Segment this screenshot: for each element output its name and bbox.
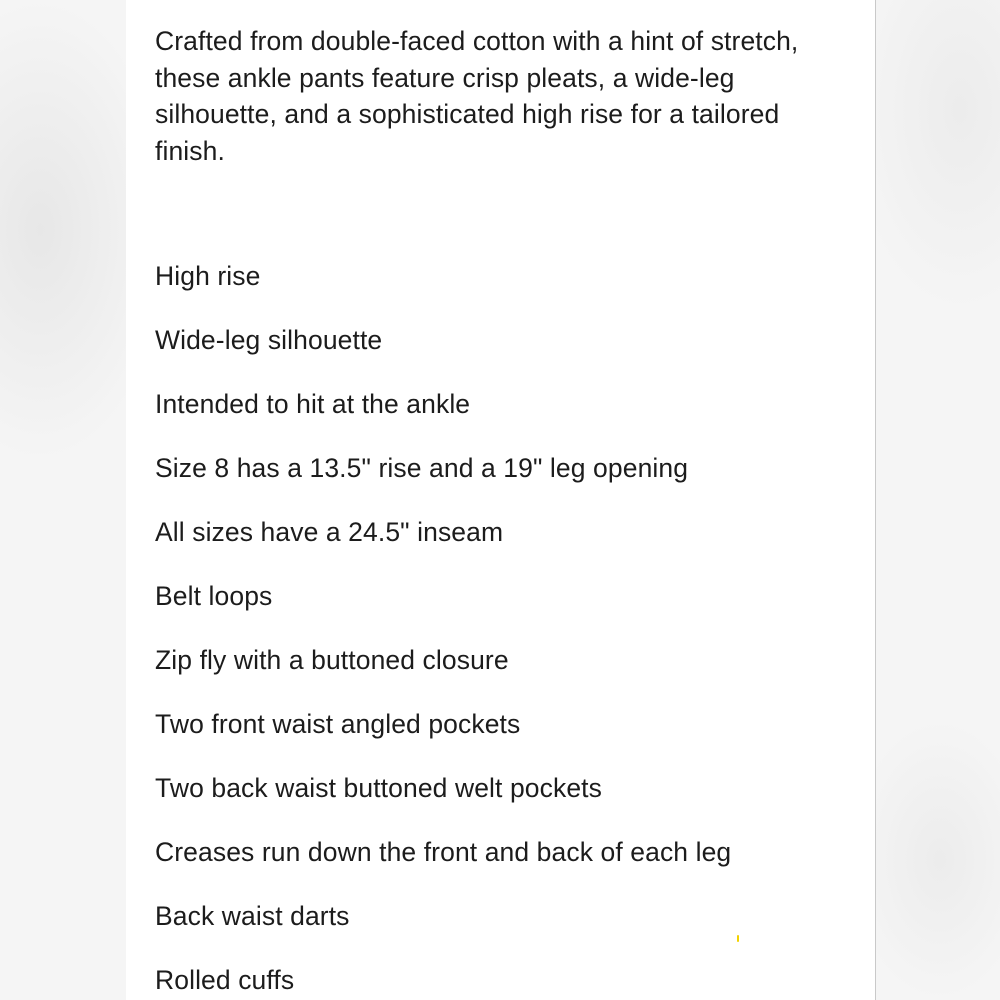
cursor-mark [737, 935, 739, 942]
feature-item: Back waist darts [155, 901, 350, 931]
feature-item: Wide-leg silhouette [155, 325, 383, 355]
feature-item: Rolled cuffs [155, 965, 295, 995]
feature-list [155, 258, 845, 1000]
feature-item: Creases run down the front and back of each leg [155, 837, 732, 867]
product-description: Crafted from double-faced cotton with a hint of stretch, these ankle pants feature crisp pleats, a wide-leg silhouette, and a sophisticated high rise for a tailored finish. [155, 26, 799, 166]
feature-item: High rise [155, 261, 261, 291]
feature-item: Intended to hit at the ankle [155, 389, 471, 419]
feature-item: Zip fly with a buttoned closure [155, 645, 509, 675]
feature-item: Belt loops [155, 581, 273, 611]
product-details-panel [126, 0, 876, 1000]
feature-item: Two front waist angled pockets [155, 709, 521, 739]
feature-item: Two back waist buttoned welt pockets [155, 773, 602, 803]
feature-item: Size 8 has a 13.5" rise and a 19" leg opening [155, 453, 689, 483]
feature-item: All sizes have a 24.5" inseam [155, 517, 504, 547]
